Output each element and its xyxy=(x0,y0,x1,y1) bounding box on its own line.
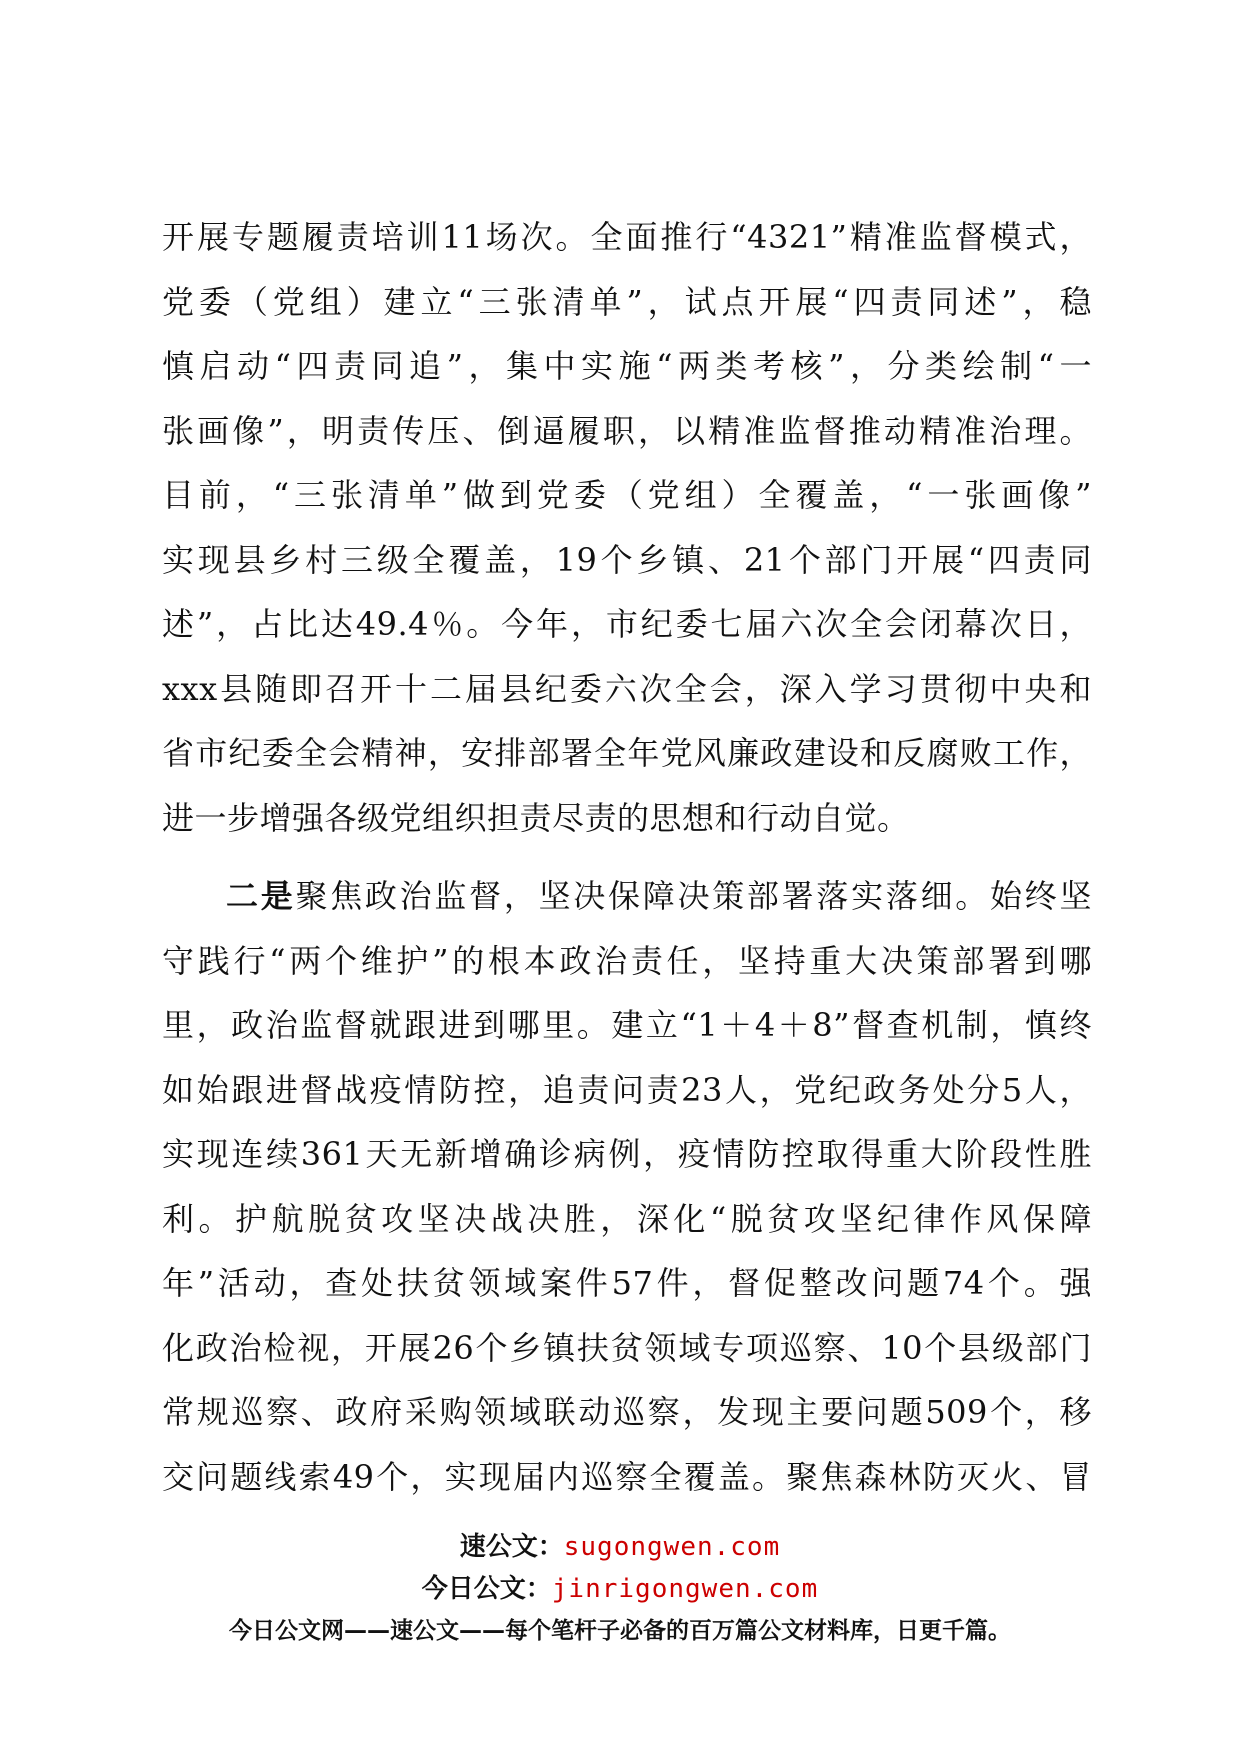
paragraph-line: 党委（党组）建立“三张清单”，试点开展“四责同述”，稳 xyxy=(162,282,1092,321)
paragraph-line: 进一步增强各级党组织担责尽责的思想和行动自觉。 xyxy=(162,798,910,837)
paragraph-1 xyxy=(162,205,1092,850)
paragraph-line: 目前，“三张清单”做到党委（党组）全覆盖，“一张画像” xyxy=(162,476,1092,514)
paragraph-line: 利。护航脱贫攻坚决战决胜，深化“脱贫攻坚纪律作风保障 xyxy=(162,1199,1092,1238)
paragraph-line: 实现连续361天无新增确诊病例，疫情防控取得重大阶段性胜 xyxy=(162,1135,1092,1173)
paragraph-line: 里，政治监督就跟进到哪里。建立“1＋4＋8”督查机制，慎终 xyxy=(162,1006,1092,1044)
paragraph-line: 慎启动“四责同追”，集中实施“两类考核”，分类绘制“一 xyxy=(162,347,1092,385)
footer-label: 速公文： xyxy=(459,1532,564,1562)
paragraph-line: 化政治检视，开展26个乡镇扶贫领域专项巡察、10个县级部门 xyxy=(162,1328,1092,1367)
footer-slogan: 今日公文网——速公文——每个笔杆子必备的百万篇公文材料库，日更千篇。 xyxy=(229,1618,1011,1644)
paragraph-line: 开展专题履责培训11场次。全面推行“4321”精准监督模式， xyxy=(162,218,1092,256)
footer-jinrigongwen xyxy=(0,1572,1240,1606)
paragraph-first-line-text: 聚焦政治监督，坚决保障决策部署落实落细。始终坚 xyxy=(295,877,1092,915)
paragraph-spacer xyxy=(162,850,1092,864)
paragraph-2 xyxy=(162,864,1092,1509)
footer-link-sugongwen[interactable]: sugongwen.com xyxy=(563,1532,781,1562)
footer-sugongwen xyxy=(0,1530,1240,1564)
paragraph-line: 守践行“两个维护”的根本政治责任，坚持重大决策部署到哪 xyxy=(162,941,1092,980)
document-body xyxy=(162,205,1092,1509)
paragraph-line: 年”活动，查处扶贫领域案件57件，督促整改问题74个。强 xyxy=(162,1264,1092,1302)
paragraph-line: 实现县乡村三级全覆盖，19个乡镇、21个部门开展“四责同 xyxy=(162,540,1092,579)
paragraph-lead: 二是 xyxy=(226,877,296,915)
paragraph-line: xxx县随即召开十二届县纪委六次全会，深入学习贯彻中央和 xyxy=(162,669,1092,708)
paragraph-line: 如始跟进督战疫情防控，追责问责23人，党纪政务处分5人， xyxy=(162,1070,1092,1109)
paragraph-line: 述”，占比达49.4％。今年，市纪委七届六次全会闭幕次日， xyxy=(162,605,1092,643)
paragraph-line: 省市纪委全会精神，安排部署全年党风廉政建设和反腐败工作， xyxy=(162,734,1092,772)
paragraph-line: 常规巡察、政府采购领域联动巡察，发现主要问题509个，移 xyxy=(162,1393,1092,1431)
paragraph-line: 交问题线索49个，实现届内巡察全覆盖。聚焦森林防灭火、冒 xyxy=(162,1457,1092,1496)
footer-link-jinrigongwen[interactable]: jinrigongwen.com xyxy=(551,1574,819,1604)
footer-label: 今日公文： xyxy=(421,1574,552,1604)
paragraph-line: 张画像”，明责传压、倒逼履职，以精准监督推动精准治理。 xyxy=(162,411,1092,450)
paragraph-first-line xyxy=(162,864,1092,929)
